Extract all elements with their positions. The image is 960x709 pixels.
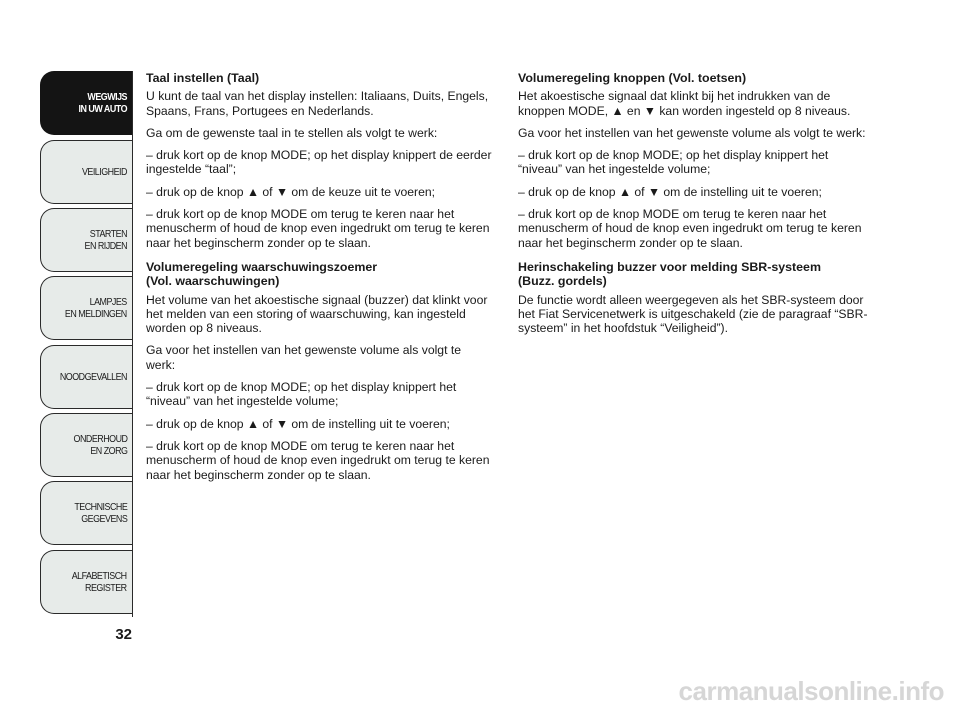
tab-technische-gegevens[interactable] [40, 481, 132, 545]
tab-label: NOODGEVALLEN [59, 371, 127, 383]
paragraph: U kunt de taal van het display instellen: Italiaans, Duits, Engels, Spaans, Frans, Portugees en Nederlands. [146, 89, 489, 118]
tab-label: ALFABETISCH REGISTER [72, 570, 127, 594]
tab-veiligheid[interactable] [40, 140, 132, 204]
page-number: 32 [115, 626, 132, 643]
tab-noodgevallen[interactable] [40, 345, 132, 409]
tab-label: LAMPJES EN MELDINGEN [65, 296, 127, 320]
paragraph: – druk kort op de knop MODE; op het display knippert de eerder ingestelde “taal”; [146, 148, 492, 177]
sidebar-divider [132, 71, 133, 617]
left-column [146, 71, 492, 490]
paragraph: – druk kort op de knop MODE; op het display knippert het “niveau” van het ingestelde volume; [518, 148, 829, 177]
right-column [518, 71, 868, 343]
paragraph: Ga voor het instellen van het gewenste volume als volgt te werk: [146, 343, 462, 372]
paragraph: Het volume van het akoestische signaal (buzzer) dat klinkt voor het melden van een storing of waarschuwing, kan ingesteld worden op 8 niveaus. [146, 292, 488, 336]
paragraph: Ga voor het instellen van het gewenste volume als volgt te werk: [518, 125, 866, 140]
paragraph: – druk kort op de knop MODE om terug te keren naar het menuscherm of houd de knop even ingedrukt om terug te keren naar het beginscherm zonder op te slaan. [518, 207, 862, 250]
paragraph: – druk kort op de knop MODE om terug te keren naar het menuscherm of houd de knop even ingedrukt om terug te keren naar het beginscherm zonder op te slaan. [146, 207, 490, 250]
tab-label: ONDERHOUD EN ZORG [73, 433, 127, 457]
paragraph: Ga om de gewenste taal in te stellen als volgt te werk: [146, 125, 438, 140]
paragraph: – druk kort op de knop MODE om terug te keren naar het menuscherm of houd de knop even ingedrukt om terug te keren naar het beginscherm zonder op te slaan. [146, 438, 490, 482]
paragraph: – druk op de knop ▲ of ▼ om de instelling uit te voeren; [518, 184, 822, 199]
tab-alfabetisch-register[interactable] [40, 550, 132, 614]
tab-wegwijs-in-uw-auto[interactable] [40, 71, 132, 135]
paragraph: De functie wordt alleen weergegeven als het SBR-systeem door het Fiat Servicenetwerk is uitgeschakeld (zie de paragraaf “SBR-systeem” in het hoofdstuk “Veiligheid”). [518, 292, 868, 336]
paragraph: – druk kort op de knop MODE; op het display knippert het “niveau” van het ingestelde volume; [146, 380, 457, 409]
section-title-volume-toetsen: Volumeregeling knoppen (Vol. toetsen) [518, 71, 747, 85]
paragraph: Het akoestische signaal dat klinkt bij het indrukken van de knoppen MODE, ▲ en ▼ kan worden ingesteld op 8 niveaus. [518, 89, 851, 118]
tab-label: STARTEN EN RIJDEN [84, 228, 127, 252]
tab-onderhoud-en-zorg[interactable] [40, 413, 132, 477]
tab-label: VEILIGHEID [82, 166, 127, 178]
tab-label: TECHNISCHE GEGEVENS [74, 501, 127, 525]
section-title-taal: Taal instellen (Taal) [146, 71, 260, 85]
tab-lampjes-en-meldingen[interactable] [40, 276, 132, 340]
paragraph: – druk op de knop ▲ of ▼ om de instelling uit te voeren; [146, 416, 450, 431]
tab-label: WEGWIJS IN UW AUTO [78, 91, 127, 115]
tab-starten-en-rijden[interactable] [40, 208, 132, 272]
section-title-buzzer-sbr: Herinschakeling buzzer voor melding SBR-systeem (Buzz. gordels) [518, 259, 821, 289]
watermark: carmanualsonline.info [678, 676, 944, 706]
paragraph: – druk op de knop ▲ of ▼ om de keuze uit te voeren; [146, 184, 436, 199]
section-title-volume-waarschuwingen: Volumeregeling waarschuwingszoemer (Vol. waarschuwingen) [146, 259, 378, 289]
